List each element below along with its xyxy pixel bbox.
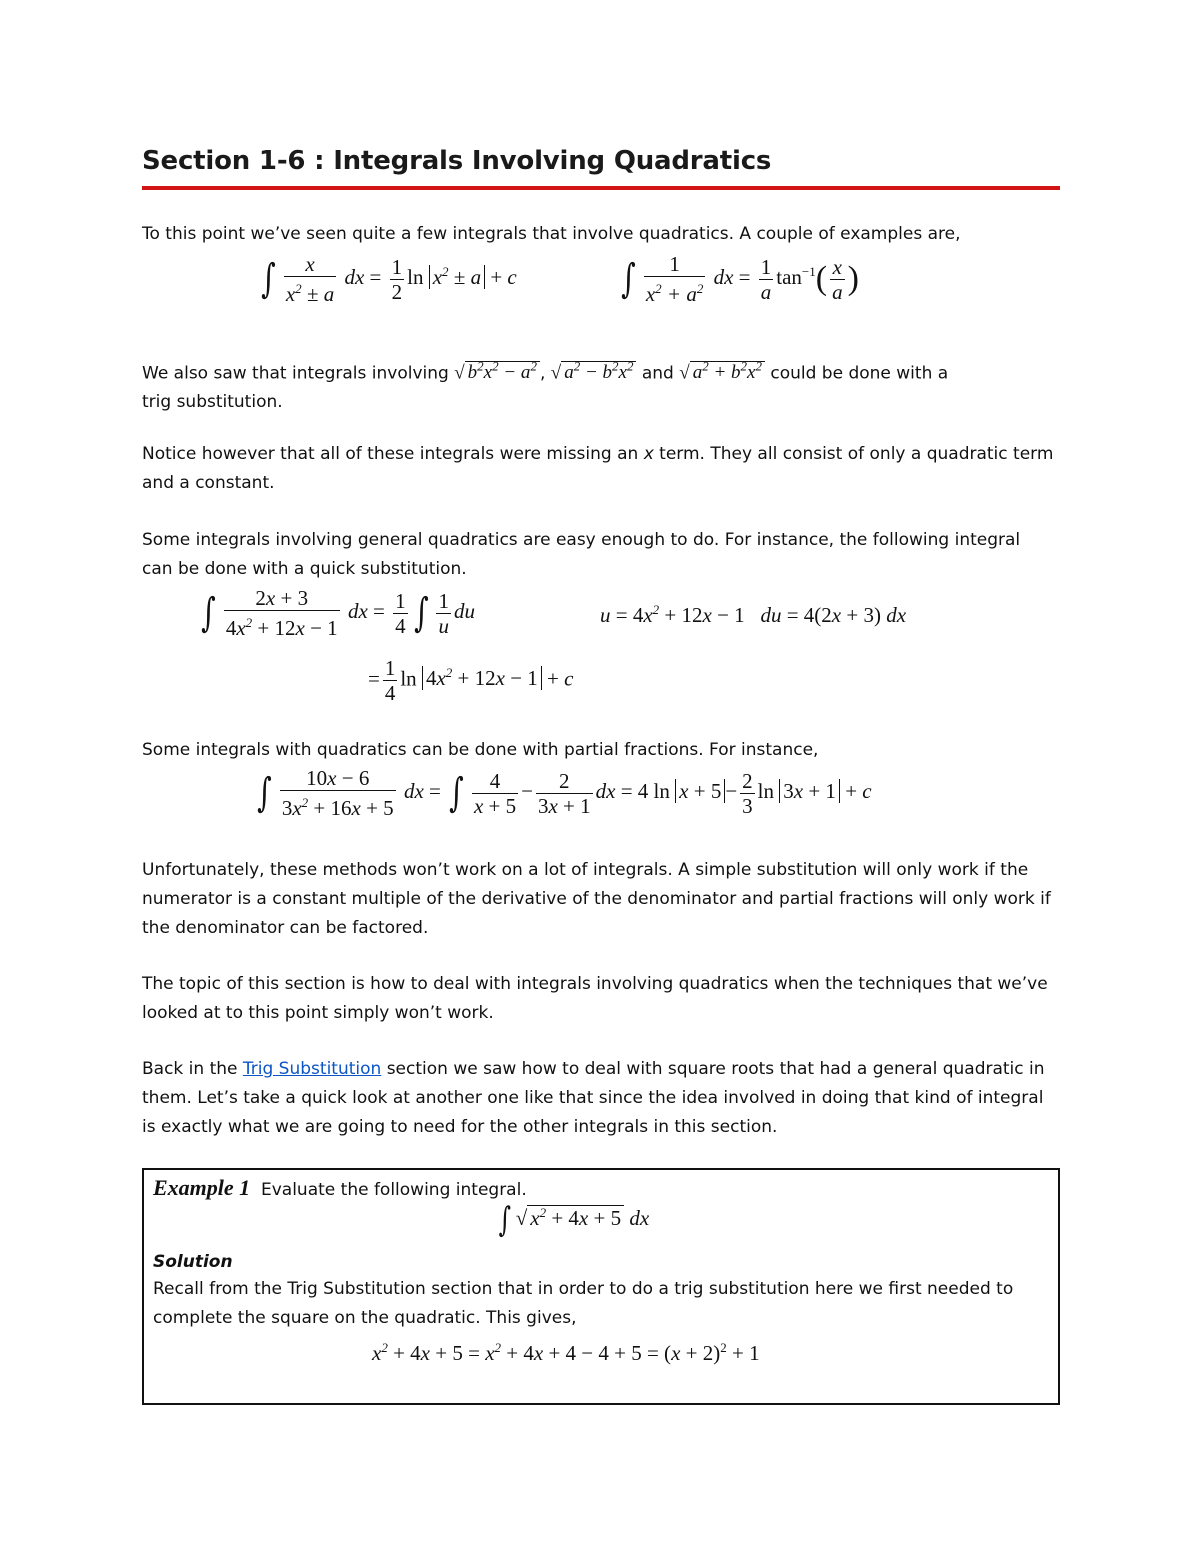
completed-square-equation: $x^2 + 4x + 5 = x^2 + 4x + 4 - 4 + 5 = (x + 2)^2 + 1$ xyxy=(372,1340,760,1365)
sqrt-expr-1: √ $b^2x^2 - a^2$ xyxy=(454,352,540,387)
sqrt-expr-2: √ $a^2 - b^2x^2$ xyxy=(551,352,637,387)
solution-label xyxy=(153,1248,233,1277)
equation-ln-example: ∫ $\frac{x}{x^2 \pm a}$ dx = $\frac{1}{2}$ $\ln x^2 \pm a + c$ xyxy=(261,252,517,306)
equation-partial-fractions: ∫ $\frac{10x - 6}{3x^2 + 16x + 5}$ dx = ∫ $\frac{4}{x + 5}$ − $\frac{2}{3x + 1}$ dx = 4 ln x + 5 − $\frac{2}{3}$ ln 3x + 1 + c xyxy=(257,766,872,820)
solution-heading: Solution xyxy=(153,1252,233,1272)
topic-paragraph: The topic of this section is how to deal with integrals involving quadratics when the techniques that we’ve looked at to this point simply won’t work. xyxy=(142,974,1048,1023)
notice-paragraph xyxy=(142,440,1058,498)
roots-text-a: We also saw that integrals involving xyxy=(142,363,449,384)
title-underline xyxy=(142,186,1060,190)
example-label: Example 1 xyxy=(153,1175,251,1200)
limitations-paragraph: Unfortunately, these methods won’t work on a lot of integrals. A simple substitution will only work if the numerator is a constant multiple of the derivative of the denominator and partial fractions will only work if the denominator can be factored. xyxy=(142,860,1051,938)
notice-x: x xyxy=(643,444,654,464)
equation-substitution: ∫ $\frac{2x + 3}{4x^2 + 12x - 1}$ dx = $\frac{1}{4}$ ∫ $\frac{1}{u}$ du xyxy=(201,586,475,640)
notice-text-b: term. They all consist of only a quadratic term and a constant. xyxy=(142,444,1054,493)
trig-substitution-link[interactable]: Trig Substitution xyxy=(242,1059,382,1079)
example-header xyxy=(153,1174,527,1204)
roots-sep: , xyxy=(539,363,546,384)
solution-text: Recall from the Trig Substitution section that in order to do a trig substitution here we first needed to complete the square on the quadratic. This gives, xyxy=(153,1279,1014,1328)
equation-u-sub: $u = 4x^2 + 12x - 1$ du = 4(2x + 3) dx xyxy=(600,602,907,627)
roots-and: and xyxy=(641,363,674,384)
roots-text-c: trig substitution. xyxy=(142,392,283,413)
roots-text-b: could be done with a xyxy=(770,363,949,384)
example-integral: ∫ √ $x^2 + 4x + 5$ dx xyxy=(498,1200,650,1240)
page-title: Section 1-6 : Integrals Involving Quadratics xyxy=(142,146,772,176)
substitution-paragraph: Some integrals involving general quadratics are easy enough to do. For instance, the following integral can be done with a quick substitution. xyxy=(142,530,1021,579)
trig-sub-text-b: section we saw how to deal with square roots that had a general quadratic in them. Let’s take a quick look at another one like that since the idea involved in doing that kind of integral is exactly what we are going to need for the other integrals in this section. xyxy=(142,1059,1045,1137)
notice-text-a: Notice however that all of these integrals were missing an xyxy=(142,444,639,464)
intro-paragraph: To this point we’ve seen quite a few integrals that involve quadratics. A couple of examples are, xyxy=(142,224,961,244)
roots-paragraph xyxy=(142,352,1058,417)
trig-sub-paragraph xyxy=(142,1055,1058,1142)
example-box xyxy=(142,1168,1060,1405)
example-prompt: Evaluate the following integral. xyxy=(260,1180,527,1200)
sqrt-expr-3: √ $a^2 + b^2x^2$ xyxy=(679,352,765,387)
partial-fractions-paragraph: Some integrals with quadratics can be done with partial fractions. For instance, xyxy=(142,740,819,760)
trig-sub-text-a: Back in the xyxy=(142,1059,238,1079)
equation-arctan-example: ∫ $\frac{1}{x^2 + a^2}$ dx = $\frac{1}{a}$ $\tan^{-1}$( $\frac{x}{a}$ ) xyxy=(621,252,859,306)
equation-substitution-result: = $\frac{1}{4}$ $\ln 4x^2 + 12x - 1 + c$ xyxy=(368,656,574,705)
